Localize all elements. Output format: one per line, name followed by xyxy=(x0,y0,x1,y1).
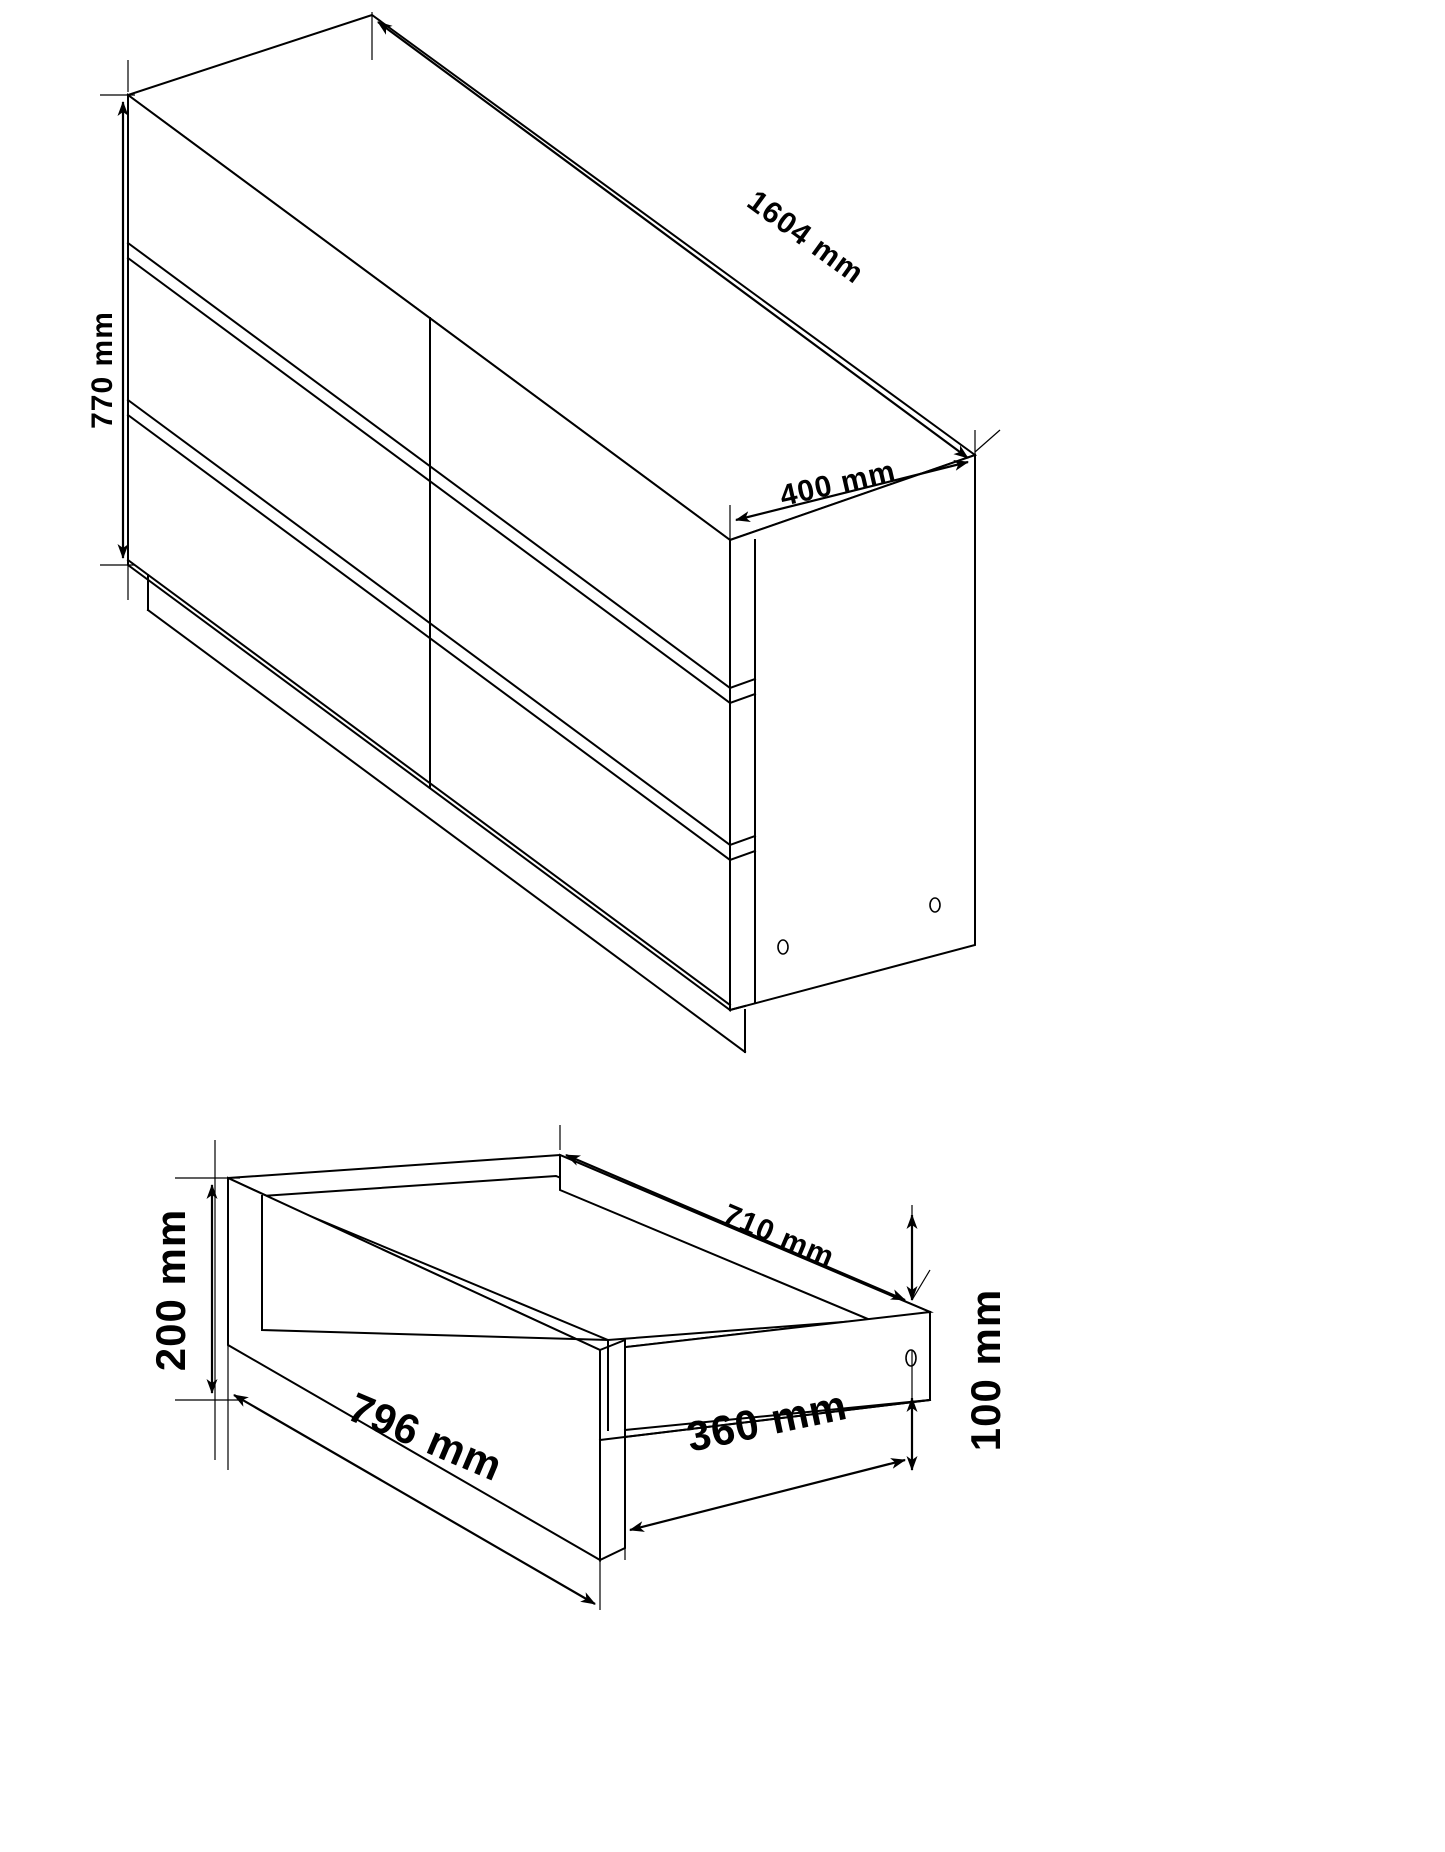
dim-label-cabinet-width: 1604 mm xyxy=(741,184,871,291)
dim-label-cabinet-depth: 400 mm xyxy=(776,454,899,514)
dim-label-drawer-inner-length: 710 mm xyxy=(718,1198,840,1275)
dim-label-drawer-back-height: 100 mm xyxy=(962,1288,1009,1452)
dim-label-cabinet-height: 770 mm xyxy=(86,311,119,429)
dim-label-drawer-height: 200 mm xyxy=(147,1208,194,1372)
dim-label-drawer-side-depth: 360 mm xyxy=(682,1380,852,1461)
dim-label-drawer-front-width: 796 mm xyxy=(341,1383,510,1491)
